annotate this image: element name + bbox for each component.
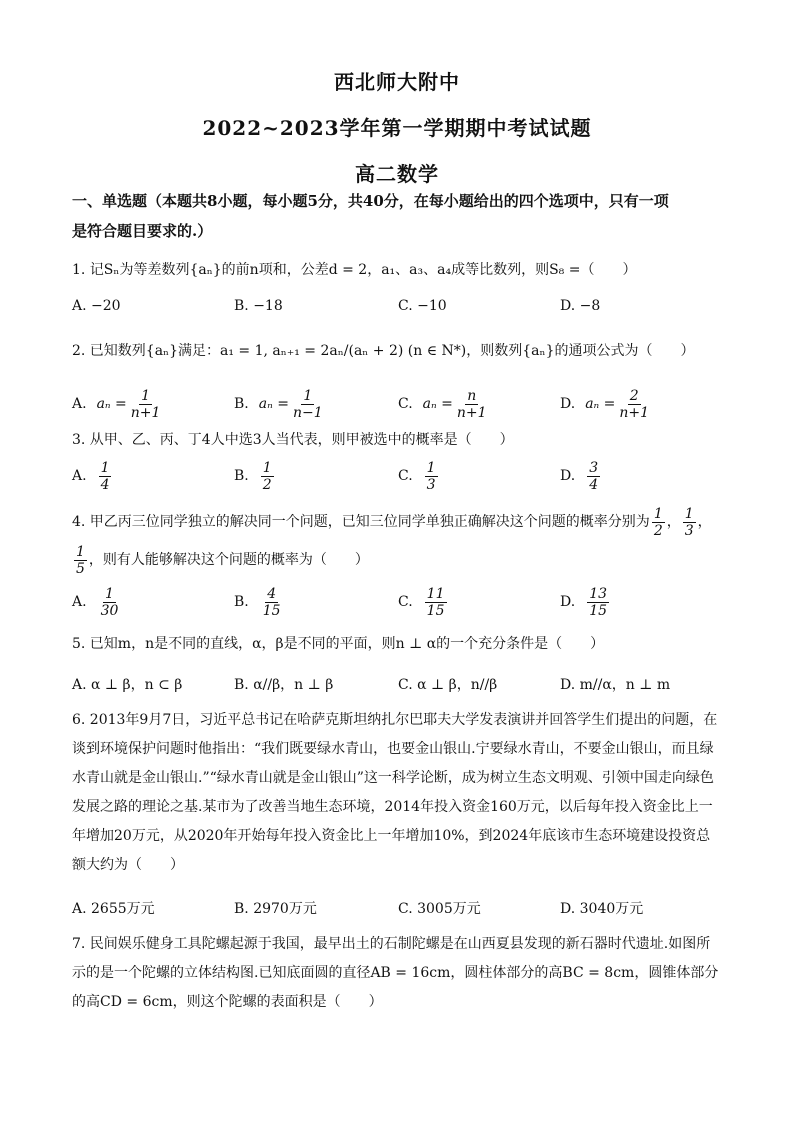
section-heading-line1: 一、单选题（本题共8小题，每小题5分，共40分，在每小题给出的四个选项中，只有一项 bbox=[72, 192, 669, 210]
question-2-text: 2. 已知数列{aₙ}满足：a₁ = 1, aₙ₊₁ = 2aₙ/(aₙ + 2) (n ∈ N*)，则数列{aₙ}的通项公式为（ ） bbox=[72, 343, 695, 359]
q2-option-c-fraction: $\frac{n}{n+1}$ bbox=[456, 387, 487, 421]
subject-title: 高二数学 bbox=[355, 162, 439, 186]
q4-option-a[interactable] bbox=[72, 582, 122, 622]
question-7-text bbox=[72, 930, 724, 1017]
q1-option-b[interactable]: B. −18 bbox=[234, 298, 283, 314]
q2-option-a-lhs: aₙ = bbox=[96, 396, 127, 412]
section-heading-line2: 是符合题目要求的.） bbox=[72, 222, 213, 240]
question-4-line1 bbox=[72, 504, 724, 540]
q1-option-d[interactable]: D. −8 bbox=[560, 298, 601, 314]
q4-option-b[interactable] bbox=[234, 582, 285, 622]
q4-fraction-1: $\frac{1}{2}$ bbox=[653, 505, 663, 539]
q3-option-a-label: A. bbox=[72, 468, 87, 484]
q2-option-b[interactable] bbox=[234, 384, 327, 424]
q6-line-4: 发展之路的理论之基.某市为了改善当地生态环境，2014年投入资金160万元，以后每年投入资金比上一 bbox=[72, 799, 713, 815]
q6-option-c[interactable]: C. 3005万元 bbox=[398, 901, 481, 917]
q2-option-c-lhs: aₙ = bbox=[422, 396, 453, 412]
q2-option-d[interactable] bbox=[560, 384, 653, 424]
q7-line-3: 的高CD = 6cm，则这个陀螺的表面积是（ ） bbox=[72, 994, 383, 1010]
q4-option-d-label: D. bbox=[560, 594, 576, 610]
school-title: 西北师大附中 bbox=[334, 70, 460, 94]
q4-option-b-fraction: $\frac{4}{15}$ bbox=[262, 585, 281, 619]
q4-option-c[interactable] bbox=[398, 582, 449, 622]
q5-option-b[interactable]: B. α//β，n ⊥ β bbox=[234, 677, 334, 693]
q7-line-2: 示的是一个陀螺的立体结构图.已知底面圆的直径AB = 16cm，圆柱体部分的高BC = 8cm，圆锥体部分 bbox=[72, 965, 719, 981]
q4-stem-end: ，则有人能够解决这个问题的概率为（ ） bbox=[88, 552, 369, 568]
question-2-options bbox=[72, 384, 732, 424]
q6-line-6: 额大约为（ ） bbox=[72, 857, 184, 873]
q4-option-d-fraction: $\frac{13}{15}$ bbox=[589, 585, 608, 619]
question-1-text: 1. 记Sₙ为等差数列{aₙ}的前n项和，公差d = 2，a₁、a₃、a₄成等比数列，则S₈ =（ ） bbox=[72, 262, 637, 278]
q3-option-b-label: B. bbox=[234, 468, 249, 484]
question-6-options bbox=[72, 888, 732, 928]
q2-option-b-label: B. bbox=[234, 396, 249, 412]
q2-option-a-label: A. bbox=[72, 396, 87, 412]
q3-option-b[interactable] bbox=[234, 456, 276, 496]
q2-option-c-label: C. bbox=[398, 396, 413, 412]
q3-option-a[interactable] bbox=[72, 456, 113, 496]
question-3-options bbox=[72, 456, 732, 496]
q3-option-c-fraction: $\frac{1}{3}$ bbox=[426, 459, 436, 493]
q5-option-d[interactable]: D. m//α，n ⊥ m bbox=[560, 677, 671, 693]
q2-option-a[interactable] bbox=[72, 384, 164, 424]
q4-option-a-fraction: $\frac{1}{30}$ bbox=[100, 585, 119, 619]
q2-option-d-fraction: $\frac{2}{n+1}$ bbox=[619, 387, 650, 421]
q3-option-d-fraction: $\frac{3}{4}$ bbox=[589, 459, 599, 493]
question-4-options bbox=[72, 582, 732, 622]
q3-option-b-fraction: $\frac{1}{2}$ bbox=[262, 459, 272, 493]
q6-option-d[interactable]: D. 3040万元 bbox=[560, 901, 644, 917]
q7-line-1: 7. 民间娱乐健身工具陀螺起源于我国，最早出土的石制陀螺是在山西夏县发现的新石器时代遗址.如图所 bbox=[72, 936, 711, 952]
q6-line-2: 谈到环境保护问题时他指出：“我们既要绿水青山，也要金山银山.宁要绿水青山，不要金山银山，而且绿 bbox=[72, 741, 714, 757]
question-1-options bbox=[72, 286, 732, 326]
q4-fraction-2: $\frac{1}{3}$ bbox=[684, 505, 694, 539]
q4-comma-2: ， bbox=[697, 514, 712, 530]
q3-option-c[interactable] bbox=[398, 456, 440, 496]
q6-line-3: 水青山就是金山银山.”“绿水青山就是金山银山”这一科学论断，成为树立生态文明观、引领中国走向绿色 bbox=[72, 770, 714, 786]
q4-option-d[interactable] bbox=[560, 582, 611, 622]
question-6-text bbox=[72, 706, 724, 880]
q4-option-b-label: B. bbox=[234, 594, 249, 610]
q6-line-1: 6. 2013年9月7日，习近平总书记在哈萨克斯坦纳扎尔巴耶夫大学发表演讲并回答学生们提出的问题，在 bbox=[72, 712, 718, 728]
q5-option-a[interactable]: A. α ⊥ β，n ⊂ β bbox=[72, 677, 183, 693]
q3-option-a-fraction: $\frac{1}{4}$ bbox=[100, 459, 110, 493]
question-5-text: 5. 已知m，n是不同的直线，α，β是不同的平面，则n ⊥ α的一个充分条件是（ ） bbox=[72, 636, 605, 652]
q2-option-d-label: D. bbox=[560, 396, 576, 412]
q6-option-a[interactable]: A. 2655万元 bbox=[72, 901, 155, 917]
q3-option-d[interactable] bbox=[560, 456, 602, 496]
question-4-line2 bbox=[72, 542, 724, 578]
q2-option-c[interactable] bbox=[398, 384, 491, 424]
q4-option-c-label: C. bbox=[398, 594, 413, 610]
q4-stem: 4. 甲乙丙三位同学独立的解决同一个问题，已知三位同学单独正确解决这个问题的概率分别为 bbox=[72, 514, 650, 530]
question-5-options bbox=[72, 664, 732, 704]
q3-option-d-label: D. bbox=[560, 468, 576, 484]
q5-option-c[interactable]: C. α ⊥ β，n//β bbox=[398, 677, 498, 693]
q4-fraction-3: $\frac{1}{5}$ bbox=[76, 543, 85, 577]
q4-comma: ， bbox=[666, 514, 681, 530]
exam-title: 2022~2023学年第一学期期中考试试题 bbox=[202, 116, 592, 140]
q2-option-b-fraction: $\frac{1}{n-1}$ bbox=[292, 387, 323, 421]
q4-option-a-label: A. bbox=[72, 594, 87, 610]
q6-option-b[interactable]: B. 2970万元 bbox=[234, 901, 317, 917]
q2-option-d-lhs: aₙ = bbox=[585, 396, 616, 412]
question-3-text: 3. 从甲、乙、丙、丁4人中选3人当代表，则甲被选中的概率是（ ） bbox=[72, 432, 514, 448]
q3-option-c-label: C. bbox=[398, 468, 413, 484]
q1-option-c[interactable]: C. −10 bbox=[398, 298, 447, 314]
q2-option-b-lhs: aₙ = bbox=[258, 396, 289, 412]
q4-option-c-fraction: $\frac{11}{15}$ bbox=[426, 585, 445, 619]
q1-option-a[interactable]: A. −20 bbox=[72, 298, 121, 314]
q2-option-a-fraction: $\frac{1}{n+1}$ bbox=[130, 387, 161, 421]
q6-line-5: 年增加20万元，从2020年开始每年投入资金比上一年增加10%，到2024年底该市生态环境建设投资总 bbox=[72, 828, 711, 844]
